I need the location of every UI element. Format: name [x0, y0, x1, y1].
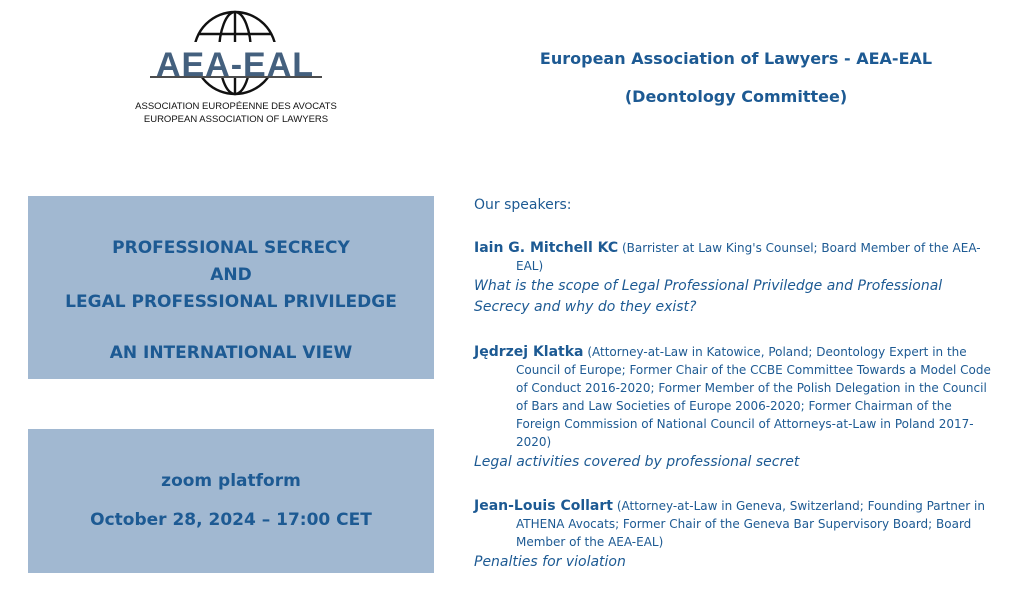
event-datetime: October 28, 2024 – 17:00 CET: [90, 510, 372, 530]
speaker-details: (Barrister at Law King's Counsel; Board Member of the AEA-EAL): [516, 241, 981, 273]
speaker-header: [474, 497, 994, 551]
title-line-2: AND: [210, 265, 252, 285]
logo-subtitle-fr: ASSOCIATION EUROPÉENNE DES AVOCATS: [135, 101, 337, 112]
event-platform: zoom platform: [161, 471, 301, 491]
title-line-3: LEGAL PROFESSIONAL PRIVILEDGE: [65, 292, 397, 312]
aea-eal-logo: [128, 8, 344, 128]
speaker-name: Iain G. Mitchell KC: [474, 240, 619, 256]
speaker-header: [474, 239, 994, 275]
speaker-name: Jean-Louis Collart: [474, 498, 613, 514]
speaker-topic: Penalties for violation: [474, 554, 626, 570]
speaker-topic: Legal activities covered by professional secret: [474, 454, 800, 470]
title-line-4: AN INTERNATIONAL VIEW: [109, 343, 353, 363]
title-line-1: PROFESSIONAL SECRECY: [112, 238, 350, 258]
speaker-header: [474, 343, 994, 451]
logo-wordmark: AEA-EAL: [155, 46, 315, 84]
logo-subtitle-en: EUROPEAN ASSOCIATION OF LAWYERS: [143, 114, 329, 125]
speaker-topic: What is the scope of Legal Professional Priviledge and Professional Secrecy and why do they exist?: [474, 278, 943, 315]
speaker-details: (Attorney-at-Law in Katowice, Poland; Deontology Expert in the Council of Europe; Former Chair of the CCBE Committee Towards a Model Code of Conduct 2016-2020; Former Member of the Polish Delegation in the Council of Bars and Law Societies of Europe 2006-2020; Former Chairman of the Foreign Commission of National Council of Attorneys-at-Law in Poland 2017-2020): [516, 345, 991, 449]
speaker-entry: [474, 343, 994, 473]
speaker-details: (Attorney-at-Law in Geneva, Switzerland; Founding Partner in ATHENA Avocats; Former Chair of the Geneva Bar Supervisory Board; Board Member of the AEA-EAL): [516, 499, 985, 549]
speakers-intro: Our speakers:: [474, 197, 572, 213]
speaker-entry: [474, 239, 994, 318]
speaker-name: Jędrzej Klatka: [474, 344, 584, 360]
event-box: [28, 429, 434, 573]
title-box: [28, 196, 434, 379]
header-subtitle: (Deontology Committee): [624, 87, 848, 106]
header-title: European Association of Lawyers - AEA-EAL: [539, 49, 933, 68]
speaker-entry: [474, 497, 994, 573]
